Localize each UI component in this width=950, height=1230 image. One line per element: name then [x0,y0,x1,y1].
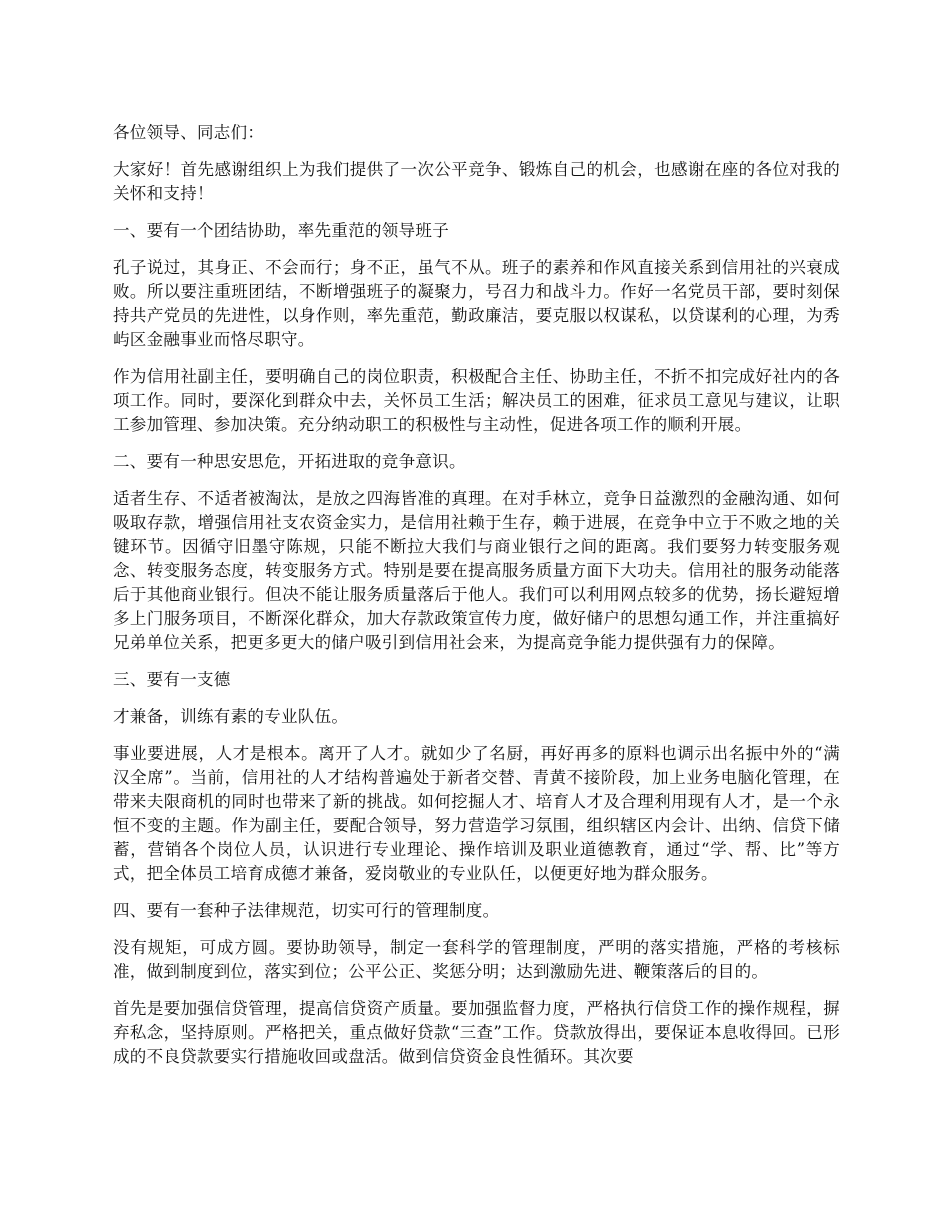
section-1-paragraph-2: 作为信用社副主任，要明确自己的岗位职责，积极配合主任、协助主任，不折不扣完成好社内的各项工作。同时，要深化到群众中去，关怀员工生活；解决员工的困难，征求员工意见与建议，让职工参加管理、参加决策。充分纳动职工的积极性与主动性，促进各项工作的顺利开展。 [113,367,840,434]
section-heading-2: 二、要有一种思安思危，开拓进取的竞争意识。 [113,452,466,471]
section-2-paragraph: 适者生存、不适者被淘汰，是放之四海皆准的真理。在对手林立，竞争日益激烈的金融沟通、如何吸取存款，增强信用社支农资金实力，是信用社赖于生存，赖于进展，在竞争中立于不败之地的关键环节。因循守旧墨守陈规，只能不断拉大我们与商业银行之间的距离。我们要努力转变服务观念、转变服务态度，转变服务方式。特别是要在提高服务质量方面下大功夫。信用社的服务动能落后于其他商业银行。但决不能让服务质量落后于他人。我们可以利用网点较多的优势，扬长避短增多上门服务项目，不断深化群众，加大存款政策宣传力度，做好储户的思想勾通工作，并注重搞好兄弟单位关系，把更多更大的储户吸引到信用社会来，为提高竞争能力提供强有力的保障。 [113,489,840,652]
section-3-paragraph-1: 才兼备，训练有素的专业队伍。 [113,707,349,726]
salutation: 各位领导、同志们： [113,123,265,142]
section-4-paragraph-1: 没有规矩，可成方圆。要协助领导，制定一套科学的管理制度，严明的落实措施，严格的考核标准，做到制度到位，落实到位；公平公正、奖惩分明；达到激励先进、鞭策落后的目的。 [113,938,840,981]
intro-paragraph: 大家好！首先感谢组织上为我们提供了一次公平竞争、锻炼自己的机会，也感谢在座的各位对我的关怀和支持！ [113,160,840,203]
section-1-paragraph-1: 孔子说过，其身正、不会而行；身不正，虽气不从。班子的素养和作风直接关系到信用社的兴衰成败。所以要注重班团结，不断增强班子的凝聚力，号召力和战斗力。作好一名党员干部，要时刻保持共产党员的先进性，以身作则，率先重范，勤政廉洁，要克服以权谋私，以贷谋利的心理，为秀屿区金融事业而恪尽职守。 [113,258,840,349]
section-heading-3: 三、要有一支德 [113,670,231,689]
section-3-paragraph-2: 事业要进展，人才是根本。离开了人才。就如少了名厨，再好再多的原料也调示出名振中外的“满汉全席”。当前，信用社的人才结构普遍处于新者交替、青黄不接阶段，加上业务电脑化管理，在带来夫限商机的同时也带来了新的挑战。如何挖掘人才、培育人才及合理利用现有人才，是一个永恒不变的主题。作为副主任，要配合领导，努力营造学习氛围，组织辖区内会计、出纳、信贷下储蓄，营销各个岗位人员，认识进行专业理论、操作培训及职业道德教育，通过“学、帮、比”等方式，把全体员工培育成德才兼备，爱岗敬业的专业队任，以便更好地为群众服务。 [113,744,840,883]
document-body [113,121,840,1082]
section-heading-1: 一、要有一个团结协助，率先重范的领导班子 [113,221,449,240]
section-4-paragraph-2: 首先是要加强信贷管理，提高信贷资产质量。要加强监督力度，严格执行信贷工作的操作规程，摒弃私念，坚持原则。严格把关，重点做好贷款“三查”工作。贷款放得出，要保证本息收得回。已形成的不良贷款要实行措施收回或盘活。做到信贷资金良性循环。其次要 [113,999,840,1066]
section-heading-4: 四、要有一套种子法律规范，切实可行的管理制度。 [113,901,500,920]
